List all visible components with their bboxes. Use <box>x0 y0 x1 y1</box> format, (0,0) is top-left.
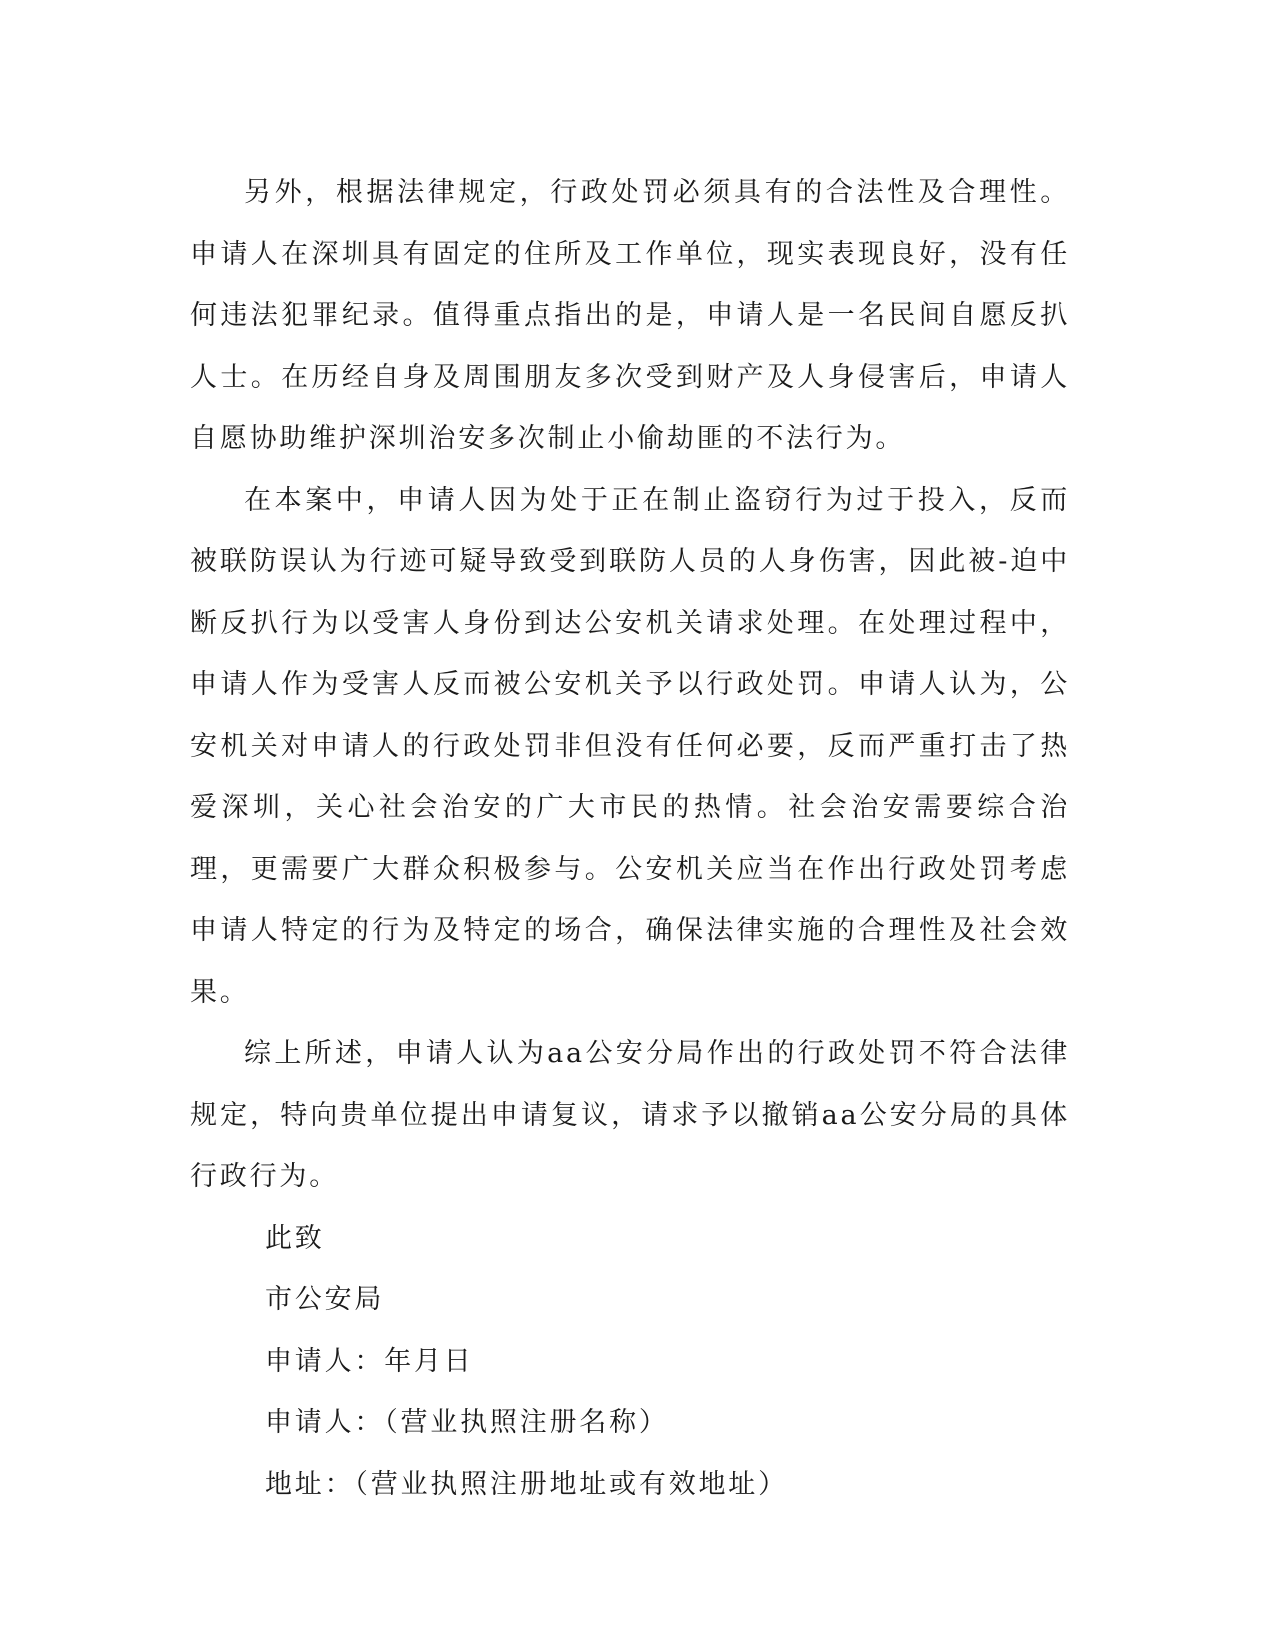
applicant-name-line: 申请人：（营业执照注册名称） <box>265 1407 669 1438</box>
document-body <box>190 162 1070 1515</box>
closing-salutation: 此致 <box>265 1222 325 1254</box>
closing-recipient: 市公安局 <box>265 1284 385 1315</box>
paragraph-conclusion: 综上所述，申请人认为aa公安分局作出的行政处罚不符合法律规定，特向贵单位提出申请复议，请求予以撤销aa公安分局的具体行政行为。 <box>190 1038 1070 1192</box>
paragraph-legality: 另外，根据法律规定，行政处罚必须具有的合法性及合理性。申请人在深圳具有固定的住所及工作单位，现实表现良好，没有任何违法犯罪纪录。值得重点指出的是，申请人是一名民间自愿反扒人士。在历经自身及周围朋友多次受到财产及人身侵害后，申请人自愿协助维护深圳治安多次制止小偷劫匪的不法行为。 <box>190 177 1070 454</box>
address-line: 地址：（营业执照注册地址或有效地址） <box>265 1468 788 1500</box>
paragraph-case-facts: 在本案中，申请人因为处于正在制止盗窃行为过于投入，反而被联防误认为行迹可疑导致受到联防人员的人身伤害，因此被-迫中断反扒行为以受害人身份到达公安机关请求处理。在处理过程中，申请人作为受害人反而被公安机关予以行政处罚。申请人认为，公安机关对申请人的行政处罚非但没有任何必要，反而严重打击了热爱深圳，关心社会治安的广大市民的热情。社会治安需要综合治理，更需要广大群众积极参与。公安机关应当在作出行政处罚考虑申请人特定的行为及特定的场合，确保法律实施的合理性及社会效果。 <box>190 484 1070 1008</box>
applicant-date-line: 申请人：年月日 <box>265 1345 474 1377</box>
